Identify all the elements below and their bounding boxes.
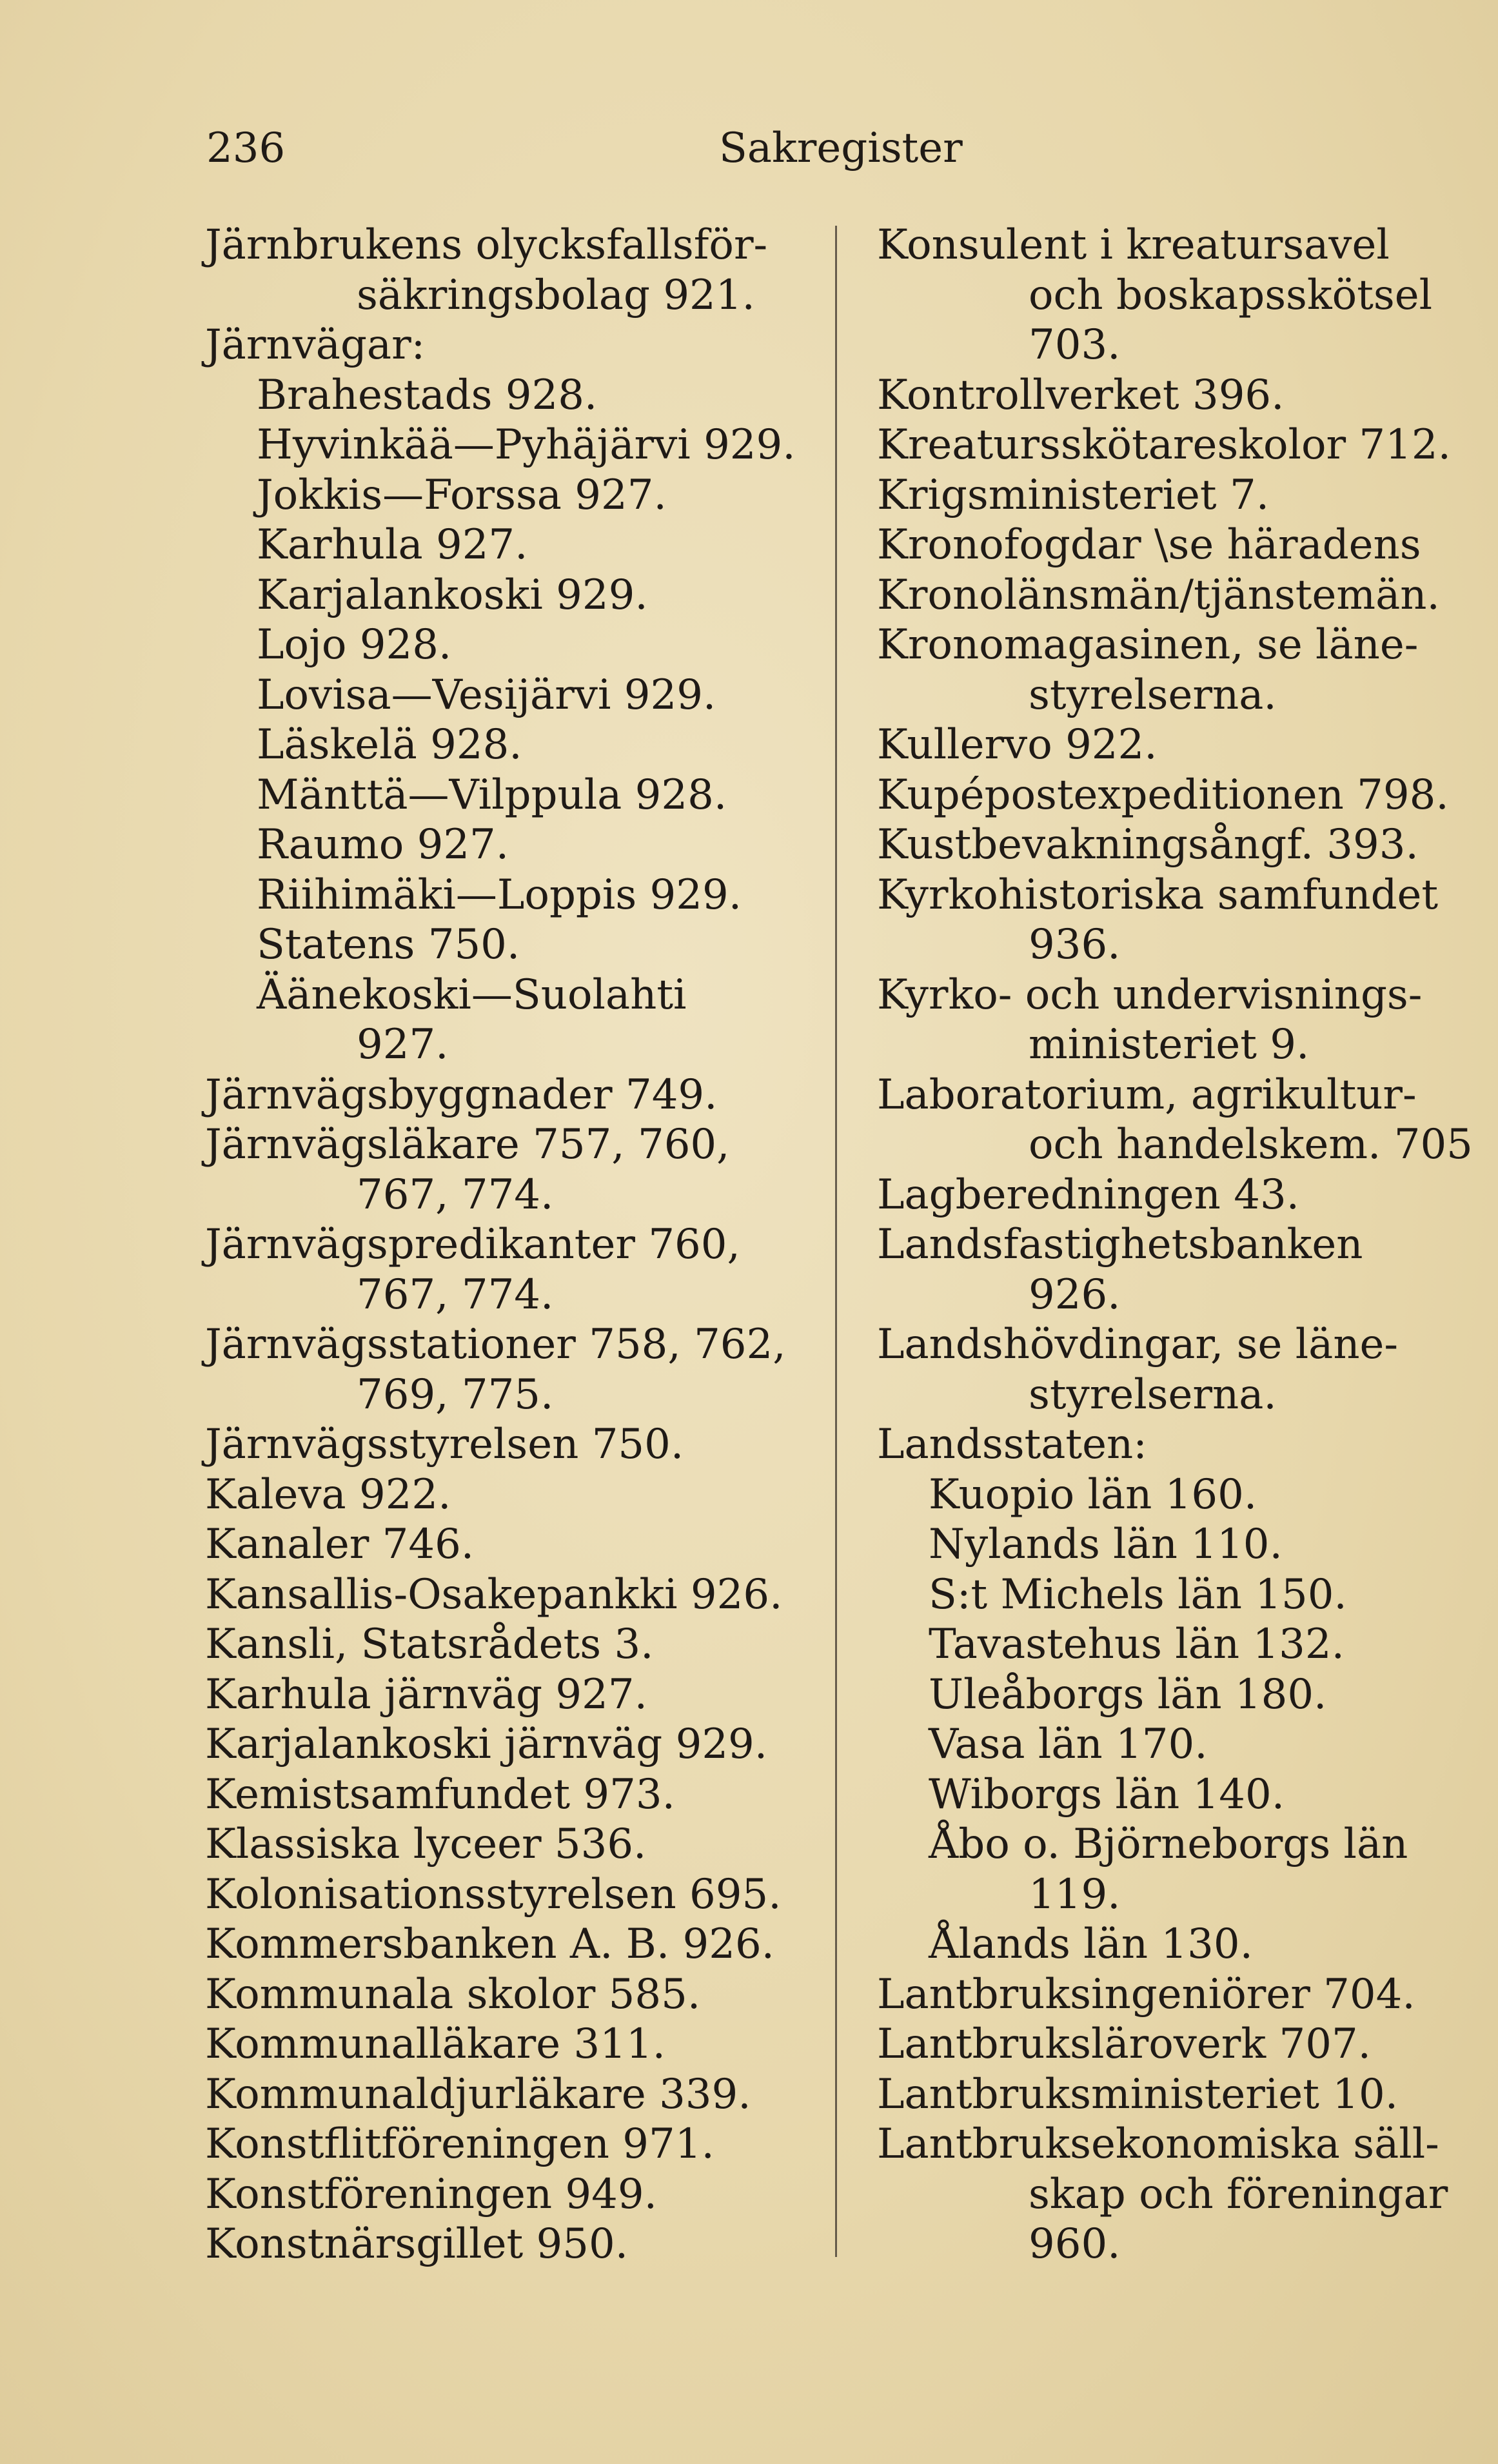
index-entry: Jokkis—Forssa 927. [257, 471, 667, 519]
index-entry: Kemistsamfundet 973. [205, 1770, 675, 1818]
index-entry: Lantbrukslärоverk 707. [877, 2020, 1371, 2068]
index-entry: Riihimäki—Loppis 929. [257, 871, 742, 919]
index-entry: Äänekoski—Suolahti [257, 971, 687, 1019]
index-entry: Tavastehus län 132. [929, 1621, 1345, 1668]
index-entry: och handelskem. 705 [1029, 1121, 1473, 1168]
index-entry: Ålands län 130. [929, 1920, 1253, 1968]
index-entry: säkringsbolag 921. [357, 271, 755, 319]
index-entry: Kronomagasinen, se läne- [877, 621, 1419, 669]
index-entry: Konstnärsgillet 950. [205, 2220, 629, 2268]
index-entry: Landsstaten: [877, 1421, 1147, 1468]
page-number: 236 [206, 124, 286, 172]
index-entry: Raumo 927. [257, 821, 509, 869]
index-entry: Kommersbanken A. B. 926. [205, 1920, 774, 1968]
index-entry: Hyvinkää—Pyhäjärvi 929. [257, 421, 796, 469]
index-entry: styrelserna. [1029, 1370, 1277, 1419]
index-entry: Uleåborgs län 180. [929, 1670, 1327, 1719]
index-entry: Kronofogdar \se häradens [877, 521, 1421, 569]
index-entry: Kronolänsmän/tjänstemän. [877, 571, 1440, 619]
index-entry: Wiborgs län 140. [929, 1770, 1285, 1818]
page-header [206, 116, 963, 181]
index-entry: Järnvägar: [205, 321, 426, 369]
index-entry: Kustbevakningsångf. 393. [877, 821, 1419, 869]
index-entry: Kreatursskötareskolor 712. [877, 421, 1451, 469]
index-entry: Kupépostexpeditionen 798. [877, 771, 1449, 819]
index-entry: Krigsministeriet 7. [877, 471, 1270, 519]
index-entry: Järnvägspredikanter 760, [205, 1221, 740, 1268]
index-entry: och boskapsskötsel [1029, 271, 1433, 319]
index-entry: Kommunaldjurläkare 339. [205, 2070, 751, 2118]
index-entry: Kontrollverket 396. [877, 371, 1285, 419]
index-entry: 119. [1029, 1870, 1121, 1918]
index-entry: Kullervo 922. [877, 721, 1158, 769]
index-entry: Lantbruksministeriet 10. [877, 2070, 1399, 2118]
index-entry: 927. [357, 1021, 449, 1069]
index-entry: Konstflitföreningen 971. [205, 2120, 715, 2168]
index-entry: Konstföreningen 949. [205, 2170, 657, 2218]
index-entry: 703. [1029, 321, 1121, 369]
index-column-right [877, 221, 1490, 2270]
index-entry: 926. [1029, 1270, 1121, 1319]
column-divider [835, 226, 837, 2257]
index-entry: ministeriet 9. [1029, 1021, 1310, 1069]
index-entry: Landsfastighetsbanken [877, 1221, 1363, 1268]
index-entry: Lagberedningen 43. [877, 1170, 1299, 1219]
index-entry: Landshövdingar, se läne- [877, 1321, 1399, 1368]
index-entry: Mänttä—Vilppula 928. [257, 771, 727, 819]
index-entry: skap och föreningar [1029, 2170, 1448, 2218]
page-title: Sakregister [719, 124, 963, 172]
index-entry: Brahestads 928. [257, 371, 598, 419]
index-entry: Kolonisationsstyrelsen 695. [205, 1870, 782, 1918]
index-entry: Kanaler 746. [205, 1521, 475, 1568]
index-entry: Kommunala skolor 585. [205, 1970, 701, 2018]
index-entry: Kuopio län 160. [929, 1470, 1257, 1519]
index-entry: 767, 774. [357, 1170, 554, 1219]
index-entry: Kyrko- och undervisnings- [877, 971, 1423, 1019]
index-entry: 960. [1029, 2220, 1121, 2268]
index-entry: 769, 775. [357, 1370, 554, 1419]
index-entry: Konsulent i kreatursavel [877, 221, 1390, 269]
index-entry: Lovisa—Vesijärvi 929. [257, 671, 716, 719]
index-entry: Vasa län 170. [929, 1720, 1208, 1768]
index-entry: Karhula järnväg 927. [205, 1670, 647, 1719]
index-entry: Järnvägsstationer 758, 762, [205, 1321, 786, 1368]
index-entry: styrelserna. [1029, 671, 1277, 719]
index-entry: S:t Michels län 150. [929, 1570, 1347, 1619]
index-entry: 936. [1029, 921, 1121, 969]
index-entry: Kommunalläkare 311. [205, 2020, 665, 2068]
index-entry: Kyrkohistoriska samfundet [877, 871, 1439, 919]
index-entry: Åbo o. Björneborgs län [929, 1820, 1408, 1868]
index-entry: Kansallis-Osakepankki 926. [205, 1570, 783, 1619]
index-entry: Lantbruksekonomiska säll- [877, 2120, 1439, 2168]
index-entry: Järnvägsläkare 757, 760, [205, 1121, 730, 1168]
index-entry: Kansli, Statsrådets 3. [205, 1621, 654, 1668]
index-entry: Järnvägsbyggnader 749. [205, 1070, 718, 1119]
index-entry: Karhula 927. [257, 521, 528, 569]
index-column-left [205, 221, 811, 2270]
index-entry: Lantbruksingeniörer 704. [877, 1970, 1415, 2018]
index-entry: 767, 774. [357, 1270, 554, 1319]
index-entry: Kaleva 922. [205, 1470, 451, 1519]
index-entry: Karjalankoski järnväg 929. [205, 1720, 768, 1768]
index-entry: Nylands län 110. [929, 1521, 1283, 1568]
index-entry: Laboratorium, agrikultur- [877, 1070, 1417, 1119]
index-entry: Klassiska lyceer 536. [205, 1820, 647, 1868]
index-entry: Statens 750. [257, 921, 520, 969]
index-entry: Järnvägsstyrelsen 750. [205, 1421, 684, 1468]
index-entry: Lojo 928. [257, 621, 452, 669]
index-entry: Karjalankoski 929. [257, 571, 648, 619]
index-entry: Järnbrukens olycksfallsför- [205, 221, 768, 269]
index-entry: Läskelä 928. [257, 721, 522, 769]
